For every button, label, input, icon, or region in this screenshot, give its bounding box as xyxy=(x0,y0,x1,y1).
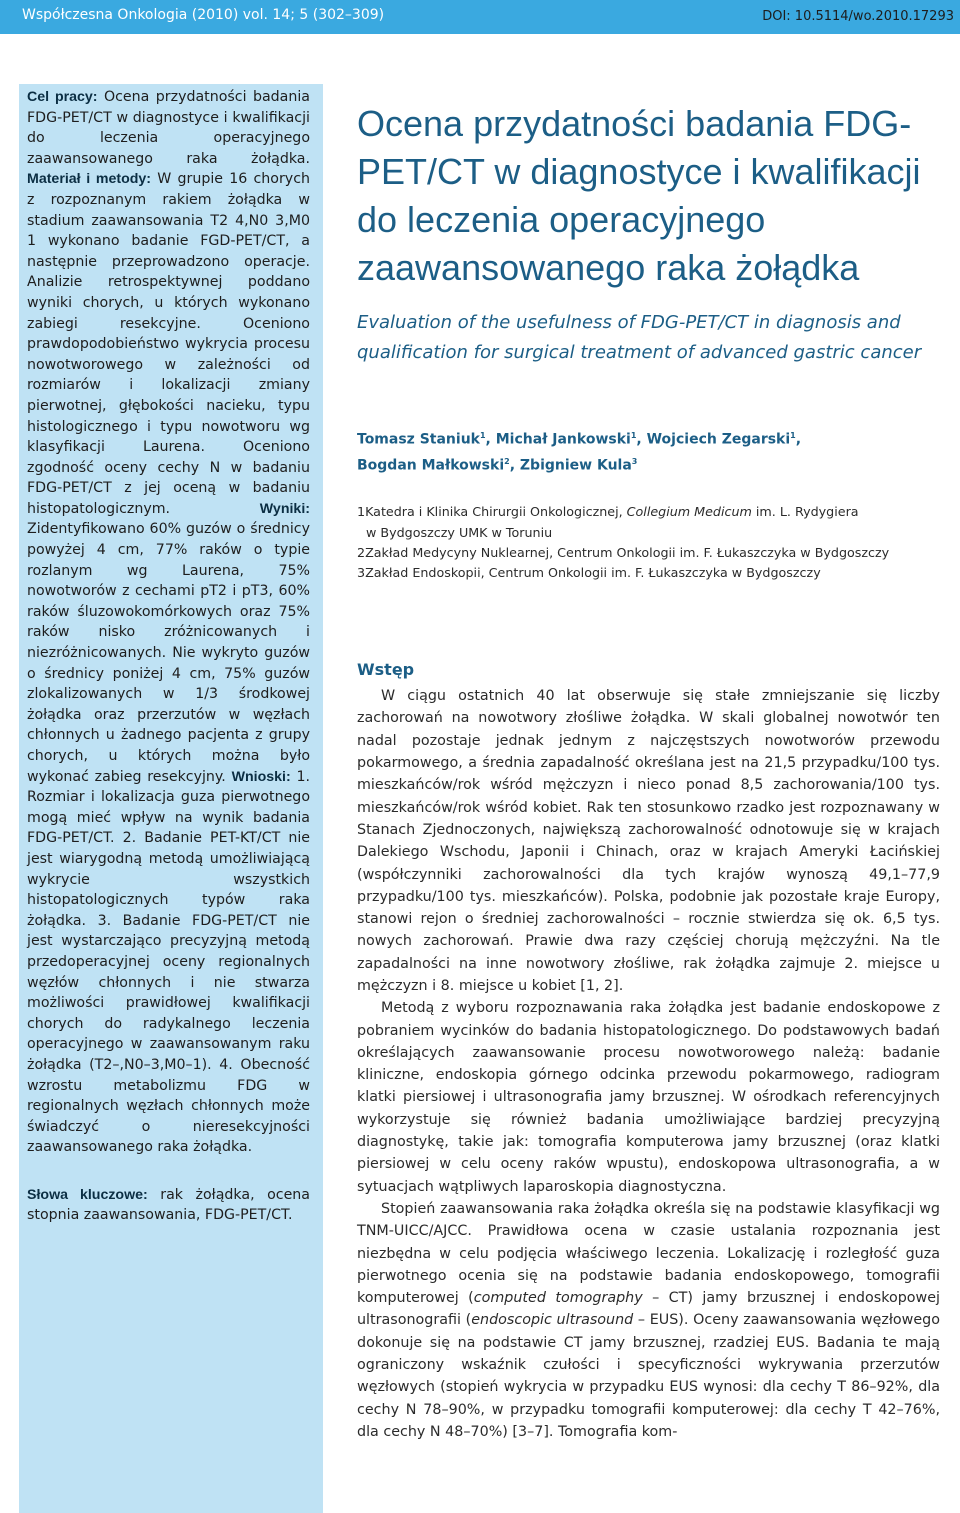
results-label: Wyniki: xyxy=(259,500,310,517)
paragraph-text: Stopień zaawansowania raka żołądka określa się na podstawie klasyfikacji wg TNM-UICC/AJCC. Prawidłowa ocena w czasie ustalania rozpoznania jest niezbędna w celu podjęcia właściwego leczenia. Lokalizację i rozległość guza pierwotnego ocenia się na podstawie badania endoskopowego, tomografii komputerowej ( xyxy=(357,1200,940,1307)
author-affiliation-mark: 1 xyxy=(479,431,486,440)
affiliation-3 xyxy=(357,563,940,583)
affiliations xyxy=(357,502,940,583)
conclusions-label: Wnioski: xyxy=(231,768,291,785)
article-subtitle: Evaluation of the usefulness of FDG-PET/CT in diagnosis and qualification for surgical treatment of advanced gastric cancer xyxy=(357,312,922,363)
section-heading: Wstęp xyxy=(357,660,415,680)
methods-label: Materiał i metody: xyxy=(27,171,152,188)
body-text xyxy=(357,685,940,1443)
author: Michał Jankowski xyxy=(495,431,631,448)
author-separator: , xyxy=(636,431,647,448)
doi-label: DOI: 10.5114/wo.2010.17293 xyxy=(762,9,954,24)
authors-line-2 xyxy=(357,451,940,477)
author-affiliation-mark: 1 xyxy=(630,431,637,440)
paragraph xyxy=(357,997,940,1198)
methods-text: W grupie 16 chorych z rozpoznanym rakiem żołądka w stadium zaawansowania T2 4,N0 3,M0 1 wykonano badanie FGD-PET/CT, a następnie przeprowadzono operacje. Analizie retrospektywnej poddano wyniki chorych, u których wykonano zabiegi resekcyjne. Oceniono prawdopodobieństwo wykrycia procesu nowotworowego w zależności od rozmiarów i lokalizacji zmiany pierwotnej, głębokości nacieku, typu histologicznego i typu nowotworu wg klasyfikacji Laurena. Oceniono zgodność oceny cechy N w badaniu FDG-PET/CT z jej oceną w badaniu histopatologicznym. xyxy=(27,171,310,517)
keywords-label: Słowa kluczowe: xyxy=(27,1186,148,1203)
aim-label: Cel pracy: xyxy=(27,89,98,105)
affiliation-number: 3 xyxy=(357,564,366,580)
author-affiliation-mark: 3 xyxy=(631,456,638,466)
affiliation-text: Zakład Medycyny Nuklearnej, Centrum Onkologii im. F. Łukaszczyka w Bydgoszczy xyxy=(365,544,890,560)
author-separator: , xyxy=(509,457,520,474)
author: Bogdan Małkowski xyxy=(357,457,505,474)
abstract-text xyxy=(27,87,310,1158)
author-affiliation-mark: 2 xyxy=(504,456,510,466)
aim-text: Ocena przydatności badania FDG-PET/CT w diagnostyce i kwalifikacji do leczenia operacyjnego zaawansowanego raka żołądka. xyxy=(27,89,310,167)
authors-line-1 xyxy=(357,425,940,451)
author-affiliation-mark: 1 xyxy=(790,431,796,440)
paragraph-text: Metodą z wyboru rozpoznawania raka żołądka jest badanie endoskopowe z pobraniem wycinków do badania histopatologicznego. Do podstawowych badań określających zaawansowanie procesu nowotworowego należą: badanie kliniczne, endoskopia górnego odcinka przewodu pokarmowego, radiogram klatki piersiowej i ultrasonografia jamy brzusznej. W ośrodkach referencyjnych wykorzystuje się również badania umożliwiające bardziej precyzyjną diagnostykę, takie jak: tomografia komputerowa jamy brzusznej (oraz klatki piersiowej w celu oceny raków wpustu), endoskopowa ultrasonografia, a w sytuacjach wątpliwych laparoskopia diagnostyczna. xyxy=(357,1000,940,1195)
journal-header-bar xyxy=(0,0,960,34)
keywords-text: rak żołądka, ocena stopnia zaawansowania, FDG-PET/CT. xyxy=(27,1186,310,1224)
author: Wojciech Zegarski xyxy=(646,431,791,448)
affiliation-text: im. L. Rydygiera xyxy=(751,504,859,520)
author: Tomasz Staniuk xyxy=(357,431,480,448)
keywords xyxy=(27,1185,310,1226)
affiliation-number: 1 xyxy=(357,504,366,520)
paragraph-text: W ciągu ostatnich 40 lat obserwuje się stałe zmniejszanie się liczby zachorowań na nowotwory złośliwe żołądka. W skali globalnej nowotwór ten nadal pozostaje jednak jednym z najczęstszych nowotworów przewodu pokarmowego, a średnia zapadalność określana jest na 21,5 przypadku/100 tys. mieszkańców/rok wśród mężczyzn i nieco ponad 8,5 zachorowania/100 tys. mieszkańców/rok wśród kobiet. Rak ten stosunkowo rzadko jest rozpoznawany w Stanach Zjednoczonych, największą zachorowalność odnotowuje się w krajach Dalekiego Wschodu, Japonii i Chinach, oraz w krajach Ameryki Łacińskiej (współczynniki zachorowalności dla tych krajów wynoszą 49,1–77,9 przypadku/100 tys. mieszkańców). Polska, podobnie jak pozostałe kraje Europy, stanowi rejon o średniej zachorowalności – rocznie stwierdza się ok. 6,5 tys. nowych zachorowań. Prawie dwa razy częściej chorują mężczyźni. Na tle zapadalności na inne nowotwory złośliwe, rak żołądka zajmuje 2. miejsce u mężczyzn i 8. miejsce u kobiet [1, 2]. xyxy=(357,688,940,994)
affiliation-text: Katedra i Klinika Chirurgii Onkologicznej, xyxy=(365,504,627,520)
affiliation-1 xyxy=(357,502,940,522)
author-separator: , xyxy=(795,431,802,448)
paragraph xyxy=(357,1198,940,1443)
abstract-panel xyxy=(19,84,323,1513)
affiliation-text: Zakład Endoskopii, Centrum Onkologii im. F. Łukaszczyka w Bydgoszczy xyxy=(365,564,821,580)
affiliation-1-line-2: w Bydgoszczy UMK w Toruniu xyxy=(366,524,553,540)
paragraph-italic: computed tomography xyxy=(473,1290,643,1307)
affiliation-italic: Collegium Medicum xyxy=(626,504,752,520)
article-column xyxy=(357,84,940,1443)
conclusions-text: 1. Rozmiar i lokalizacja guza pierwotnego mogą mieć wpływ na wynik badania FDG-PET/CT. 2. Badanie PET-KT/CT nie jest wiarygodną metodą umożliwiającą wykrycie wszystkich histopatologicznych typów raka żołądka. 3. Badanie FDG-PET/CT nie jest wystarczająco precyzyjną metodą przedoperacyjnej oceny regionalnych węzłów chłonnych i nie stwarza możliwości prawidłowej kwalifikacji chorych do radykalnego leczenia operacyjnego w zaawansowanym raku żołądka (T2–,N0–3,M0–1). 4. Obecność wzrostu metabolizmu FDG w regionalnych węzłach chłonnych może świadczyć o nieresekcyjności zaawansowanego raka żołądka. xyxy=(27,768,311,1156)
results-text: Zidentyfikowano 60% guzów o średnicy powyżej 4 cm, 77% raków o typie rozlanym wg Laurena, 75% nowotworów z cechami pT2 i pT3, 60% raków śluzowokomórkowych oraz 75% raków nisko zróżnicowanych i niezróżnicowanych. Nie wykryto guzów o średnicy poniżej 4 cm, 75% guzów zlokalizowanych w 1/3 środkowej żołądka oraz przerzutów w węzłach chłonnych u żadnego pacjenta z grupy chorych, u których można było wykonać zabieg resekcyjny. xyxy=(27,521,310,785)
author-separator: , xyxy=(485,431,496,448)
journal-citation: Współczesna Onkologia (2010) vol. 14; 5 (302–309) xyxy=(22,7,385,23)
paragraph-italic: endoscopic ultrasound xyxy=(471,1312,634,1329)
affiliation-number: 2 xyxy=(357,544,366,560)
article-title: Ocena przydatności badania FDG-PET/CT w diagnostyce i kwalifikacji do leczenia operacyjnego zaawansowanego raka żołądka xyxy=(357,103,921,288)
paragraph-text: – EUS). Oceny zaawansowania węzłowego dokonuje się na podstawie CT jamy brzusznej, rzadziej EUS. Badania te mają ograniczony wskaźnik czułości i specyficzności wykrywania przerzutów węzłowych (stopień wykrycia w przypadku EUS wynosi: dla cechy T 86–92%, dla cechy N 78–90%, w przypadku tomografii komputerowej: dla cechy T 42–76%, dla cechy N 48–70%) [3–7]. Tomografia kom- xyxy=(357,1312,940,1440)
paragraph xyxy=(357,685,940,997)
affiliation-2 xyxy=(357,543,940,563)
paragraph-text: – CT) jamy brzusznej i endoskopowej ultrasonografii ( xyxy=(357,1290,940,1329)
author-list xyxy=(357,425,940,476)
author: Zbigniew Kula xyxy=(519,457,632,474)
